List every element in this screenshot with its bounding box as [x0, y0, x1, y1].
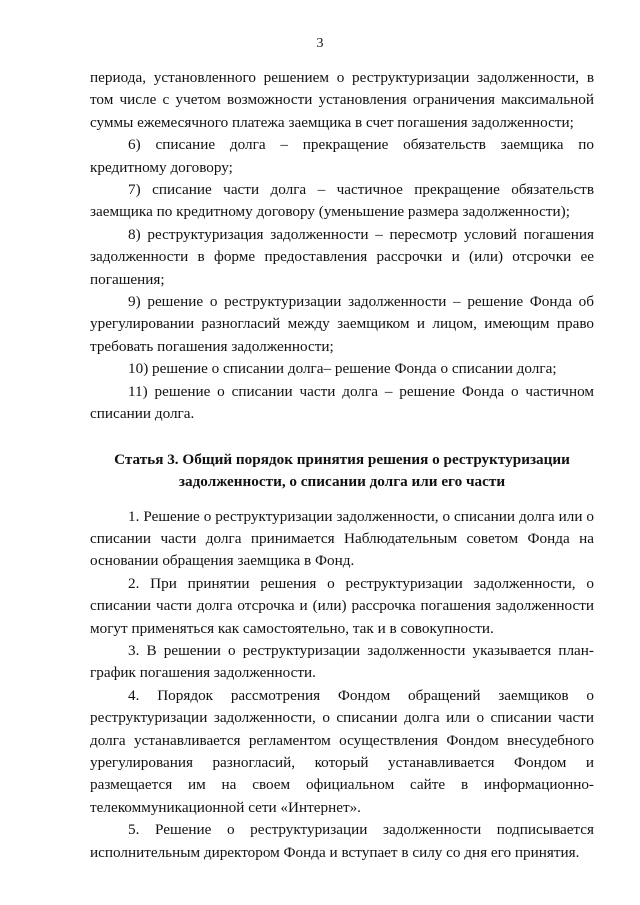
definition-6: 6) списание долга – прекращение обязательств заемщика по кредитному договору; [90, 136, 594, 176]
article-paragraph-4: 4. Порядок рассмотрения Фондом обращений заемщиков о реструктуризации задолженности, о списании долга или о списании части долга устанавливается регламентом осуществления Фондом внесудебного урегулирования разногласий, который устанавливается Фондом и размещается им на своем официальном сайте в информационно-телекоммуникационной сети «Интернет». [90, 686, 594, 816]
document-body [90, 67, 594, 864]
article-heading-line-2: задолженности, о списании долга или его части [178, 472, 506, 490]
definition-8: 8) реструктуризация задолженности – пересмотр условий погашения задолженности в форме предоставления рассрочки и (или) отсрочки ее погашения; [90, 225, 594, 288]
article-heading-line-1: Статья 3. Общий порядок принятия решения о реструктуризации [114, 450, 570, 468]
article-heading [90, 449, 594, 493]
article-paragraph-1: 1. Решение о реструктуризации задолженности, о списании долга или о списании части долга принимается Наблюдательным советом Фонда на основании обращения заемщика в Фонд. [90, 507, 594, 570]
article-paragraph-5: 5. Решение о реструктуризации задолженности подписывается исполнительным директором Фонда и вступает в силу со дня его принятия. [90, 821, 594, 861]
definition-10: 10) решение о списании долга– решение Фонда о списании долга; [128, 360, 557, 378]
definition-9: 9) решение о реструктуризации задолженности – решение Фонда об урегулировании разногласий между заемщиком и лицом, имеющим право требовать погашения задолженности; [90, 293, 594, 355]
paragraph-continuation: периода, установленного решением о реструктуризации задолженности, в том числе с учетом возможности установления ограничения максимальной суммы ежемесячного платежа заемщика в счет погашения задолженности; [90, 69, 594, 131]
article-paragraph-3: 3. В решении о реструктуризации задолженности указывается план-график погашения задолженности. [90, 641, 594, 682]
page-number: 3 [316, 36, 324, 51]
article-paragraph-2: 2. При принятии решения о реструктуризации задолженности, о списании части долга отсрочка и (или) рассрочка погашения задолженности могут применяться как самостоятельно, так и в совокупности. [90, 574, 594, 637]
definition-7: 7) списание части долга – частичное прекращение обязательств заемщика по кредитному договору (уменьшение размера задолженности); [90, 181, 594, 221]
definition-11: 11) решение о списании части долга – решение Фонда о частичном списании долга. [90, 382, 594, 423]
